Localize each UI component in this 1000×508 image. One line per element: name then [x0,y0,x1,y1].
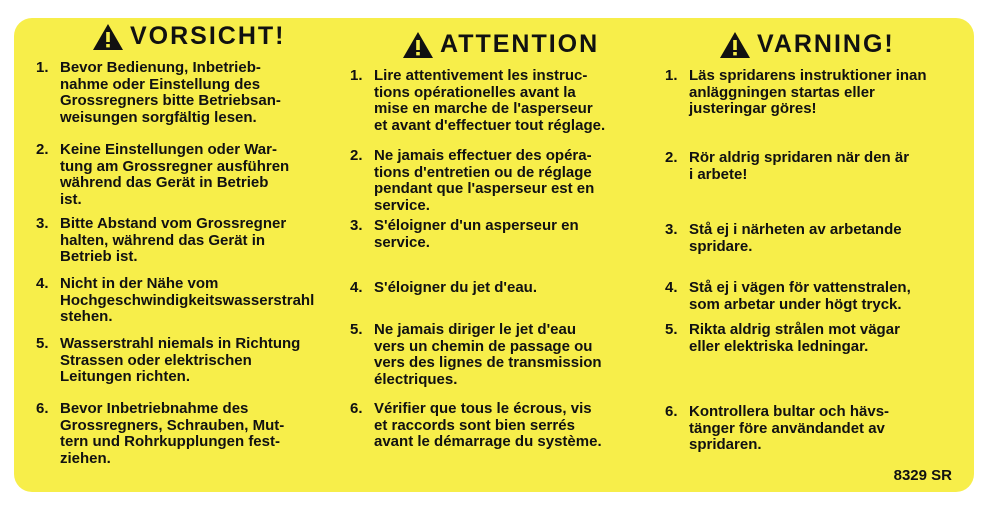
heading-text: ATTENTION [440,30,600,58]
warning-triangle-icon [719,31,751,59]
list-item: 5. Rikta aldrig strålen mot vägar eller elektriska ledningar. [665,321,900,355]
list-item: 6. Kontrollera bultar och hävs- tänger före användandet av spridaren. [665,403,890,453]
list-item: 3. Stå ej i närheten av arbetande spridare. [665,221,902,255]
list-item: 3. S'éloigner d'un asperseur en service. [350,217,579,251]
heading-swedish [719,30,895,59]
list-item: 1. Läs spridarens instruktioner inan anläggningen startas eller justeringar göres! [665,67,927,117]
warning-triangle-icon [92,23,124,51]
list-item: 4. Stå ej i vägen för vattenstralen, som arbetar under högt tryck. [665,279,911,313]
list-item: 4. S'éloigner du jet d'eau. [350,279,537,296]
list-item: 3. Bitte Abstand vom Grossregner halten, während das Gerät in Betrieb ist. [36,215,287,265]
list-item: 4. Nicht in der Nähe vom Hochgeschwindigkeitswasserstrahl stehen. [36,275,315,325]
product-code: 8329 SR [893,467,952,484]
list-item: 1. Lire attentivement les instruc- tions opérationelles avant la mise en marche de l'asperseur et avant d'effectuer tout réglage. [350,67,606,134]
list-item: 2. Ne jamais effectuer des opéra- tions d'entretien ou de réglage pendant que l'asperseur est en service. [350,147,595,214]
heading-german [92,22,286,51]
warning-label [14,18,974,492]
heading-french [402,30,599,59]
heading-text: VARNING! [757,30,895,58]
warning-triangle-icon [402,31,434,59]
list-item: 2. Rör aldrig spridaren när den är i arbete! [665,149,910,183]
list-item: 6. Vérifier que tous le écrous, vis et raccords sont bien serrés avant le démarrage du système. [350,400,602,450]
list-item: 6. Bevor Inbetriebnahme des Grossregners, Schrauben, Mut- tern und Rohrkupplungen fest- ziehen. [36,400,285,467]
heading-text: VORSICHT! [130,22,286,50]
list-item: 5. Ne jamais diriger le jet d'eau vers un chemin de passage ou vers des lignes de transmission électriques. [350,321,602,388]
list-item: 2. Keine Einstellungen oder War- tung am Grossregner ausführen während das Gerät in Betrieb ist. [36,141,290,208]
list-item: 5. Wasserstrahl niemals in Richtung Strassen oder elektrischen Leitungen richten. [36,335,301,385]
list-item: 1. Bevor Bedienung, Inbetrieb- nahme oder Einstellung des Grossregners bitte Betriebsan- weisungen sorgfältig lesen. [36,59,281,126]
